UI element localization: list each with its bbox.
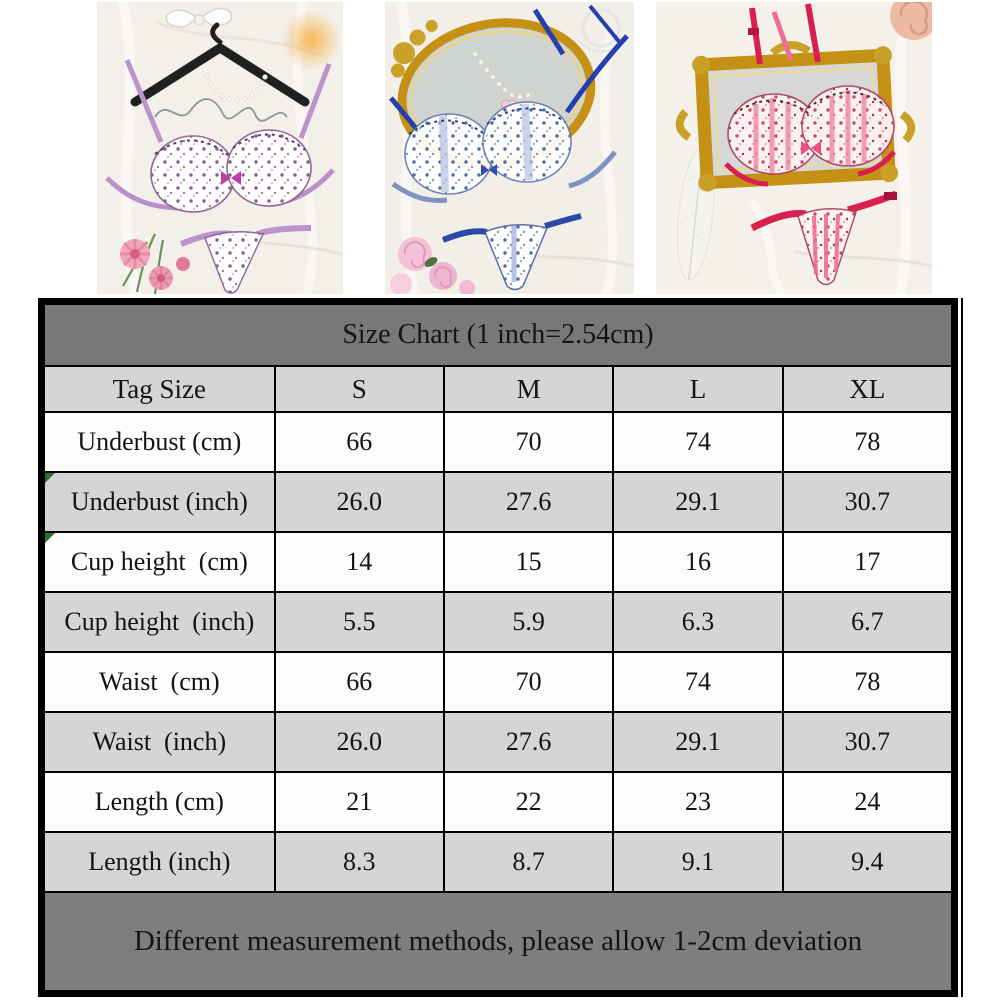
- cell: 74: [613, 412, 782, 472]
- row-label: Waist (cm): [44, 652, 275, 712]
- cell: 78: [783, 652, 952, 712]
- cell: 16: [613, 532, 782, 592]
- cell: 24: [783, 772, 952, 832]
- row-label: Cup height (inch): [44, 592, 275, 652]
- pink-red-set-scene: [656, 2, 932, 294]
- table-row-underbust-cm: [44, 412, 952, 472]
- cell: 14: [275, 532, 444, 592]
- cell: 66: [275, 652, 444, 712]
- row-label: Underbust (cm): [44, 412, 275, 472]
- cell: 6.3: [613, 592, 782, 652]
- table-row-cup-height-cm: [44, 532, 952, 592]
- row-label: Length (inch): [44, 832, 275, 892]
- purple-set-scene: [97, 2, 343, 294]
- cell: 9.4: [783, 832, 952, 892]
- table-row-length-inch: [44, 832, 952, 892]
- column-header-l: L: [613, 366, 782, 412]
- cell: 66: [275, 412, 444, 472]
- cell: 26.0: [275, 712, 444, 772]
- cell: 8.7: [444, 832, 613, 892]
- cell: 29.1: [613, 712, 782, 772]
- row-label: Waist (inch): [44, 712, 275, 772]
- cell: 5.5: [275, 592, 444, 652]
- cell: 17: [783, 532, 952, 592]
- table-row-underbust-inch: [44, 472, 952, 532]
- cell: 9.1: [613, 832, 782, 892]
- cell: 27.6: [444, 472, 613, 532]
- cell: 21: [275, 772, 444, 832]
- right-double-border-line: [961, 298, 963, 997]
- product-photo-purple-set: [97, 2, 343, 294]
- blue-set-scene: [385, 2, 634, 294]
- row-label: Underbust (inch): [44, 472, 275, 532]
- row-label: Cup height (cm): [44, 532, 275, 592]
- header-row: [44, 366, 952, 412]
- cell: 29.1: [613, 472, 782, 532]
- cell: 6.7: [783, 592, 952, 652]
- cell: 8.3: [275, 832, 444, 892]
- size-chart-table: [38, 298, 958, 997]
- table-row-length-cm: [44, 772, 952, 832]
- column-header-m: M: [444, 366, 613, 412]
- product-photo-pink-red-set: [656, 2, 932, 294]
- cell: 30.7: [783, 472, 952, 532]
- row-label: Length (cm): [44, 772, 275, 832]
- cell: 15: [444, 532, 613, 592]
- product-photo-blue-set: [385, 2, 634, 294]
- column-header-xl: XL: [783, 366, 952, 412]
- table-row-waist-cm: [44, 652, 952, 712]
- size-chart-title: Size Chart (1 inch=2.54cm): [44, 304, 952, 366]
- cell: 23: [613, 772, 782, 832]
- table-row-cup-height-inch: [44, 592, 952, 652]
- table-row-waist-inch: [44, 712, 952, 772]
- cell: 22: [444, 772, 613, 832]
- cell: 70: [444, 652, 613, 712]
- cell: 26.0: [275, 472, 444, 532]
- measurement-deviation-note: Different measurement methods, please allow 1-2cm deviation: [44, 892, 952, 991]
- cell: 78: [783, 412, 952, 472]
- cell: 70: [444, 412, 613, 472]
- column-header-s: S: [275, 366, 444, 412]
- cell: 27.6: [444, 712, 613, 772]
- candle-glow: [281, 10, 341, 70]
- cell: 30.7: [783, 712, 952, 772]
- cell: 5.9: [444, 592, 613, 652]
- cell: 74: [613, 652, 782, 712]
- column-header-tag-size: Tag Size: [44, 366, 275, 412]
